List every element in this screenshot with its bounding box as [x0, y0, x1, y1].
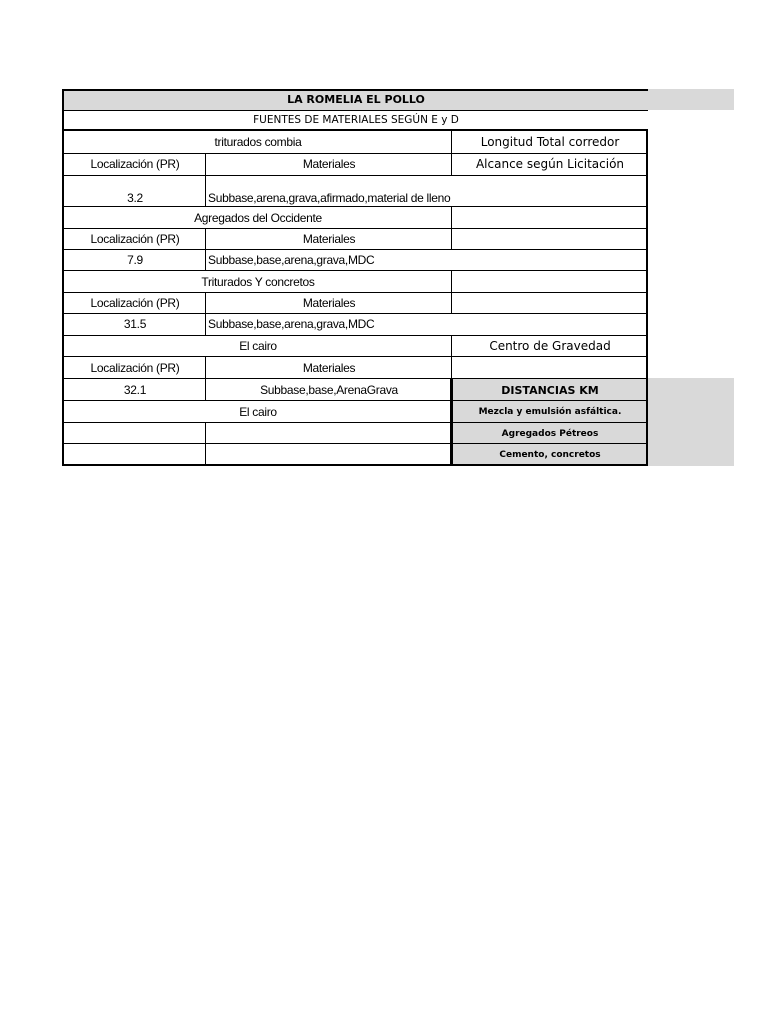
materials-value-3: Subbase,base,arena,grava,MDC	[208, 317, 375, 331]
materials-header-2: Materiales	[302, 231, 356, 246]
centro-label: Centro de Gravedad	[489, 339, 611, 353]
pr-header-3: Localización (PR)	[90, 295, 180, 310]
grid-line	[63, 228, 648, 229]
grid-line	[205, 356, 206, 401]
grid-line	[63, 356, 648, 357]
mezcla-label: Mezcla y emulsión asfáltica.	[478, 407, 622, 417]
footer-source-name: El cairo	[239, 405, 277, 419]
grid-line	[451, 270, 452, 314]
pr-value-2: 7.9	[127, 252, 143, 267]
materials-header-1: Materiales	[302, 157, 356, 171]
grid-line	[63, 110, 648, 111]
materials-header-4: Materiales	[302, 361, 356, 375]
distancias-header: DISTANCIAS KM	[501, 383, 599, 397]
grid-line	[63, 129, 648, 131]
grid-line	[63, 153, 648, 154]
grid-line	[205, 292, 206, 335]
grid-line	[63, 292, 648, 293]
source-name-2: Agregados del Occidente	[194, 210, 322, 225]
agregados-label: Agregados Pétreos	[501, 428, 599, 439]
grid-line	[450, 378, 453, 466]
materials-header-3: Materiales	[302, 295, 356, 310]
grid-line	[205, 153, 206, 207]
grid-line	[451, 335, 452, 379]
grid-line	[63, 89, 648, 91]
grid-line	[62, 89, 64, 466]
source-name-4: El cairo	[239, 339, 277, 353]
grid-line	[63, 464, 648, 466]
grid-line	[63, 249, 648, 250]
grid-line	[63, 175, 648, 176]
grid-line	[63, 400, 648, 401]
longitud-label: Longitud Total corredor	[480, 135, 620, 149]
grid-line	[63, 335, 648, 336]
grid-line	[63, 270, 648, 271]
pr-value-3: 31.5	[123, 317, 147, 331]
materials-value-1: Subbase,arena,grava,afirmado,material de lleno	[208, 191, 451, 205]
source-name-3: Triturados Y concretos	[201, 274, 315, 289]
grid-line	[205, 228, 206, 271]
cemento-label: Cemento, concretos	[499, 449, 601, 460]
materials-value-2: Subbase,base,arena,grava,MDC	[208, 252, 375, 267]
sheet-subtitle: FUENTES DE MATERIALES SEGÚN E y D	[253, 114, 459, 126]
materials-value-4: Subbase,base,ArenaGrava	[260, 383, 398, 397]
grid-line	[63, 378, 648, 379]
pr-header-1: Localización (PR)	[90, 157, 180, 171]
pr-header-4: Localización (PR)	[90, 361, 180, 375]
grid-line	[205, 422, 206, 466]
grid-line	[63, 443, 648, 444]
alcance-label: Alcance según Licitación	[475, 157, 625, 171]
pr-value-4: 32.1	[123, 383, 147, 397]
sheet-title: LA ROMELIA EL POLLO	[287, 93, 425, 106]
source-name-1: triturados combia	[214, 135, 302, 149]
grid-line	[63, 422, 648, 423]
grid-line	[63, 313, 648, 314]
pr-value-1: 3.2	[127, 191, 143, 205]
grid-line	[451, 206, 452, 250]
pr-header-2: Localización (PR)	[90, 231, 180, 246]
grid-line	[63, 206, 648, 207]
grid-line	[646, 130, 648, 466]
grid-line	[451, 130, 452, 176]
